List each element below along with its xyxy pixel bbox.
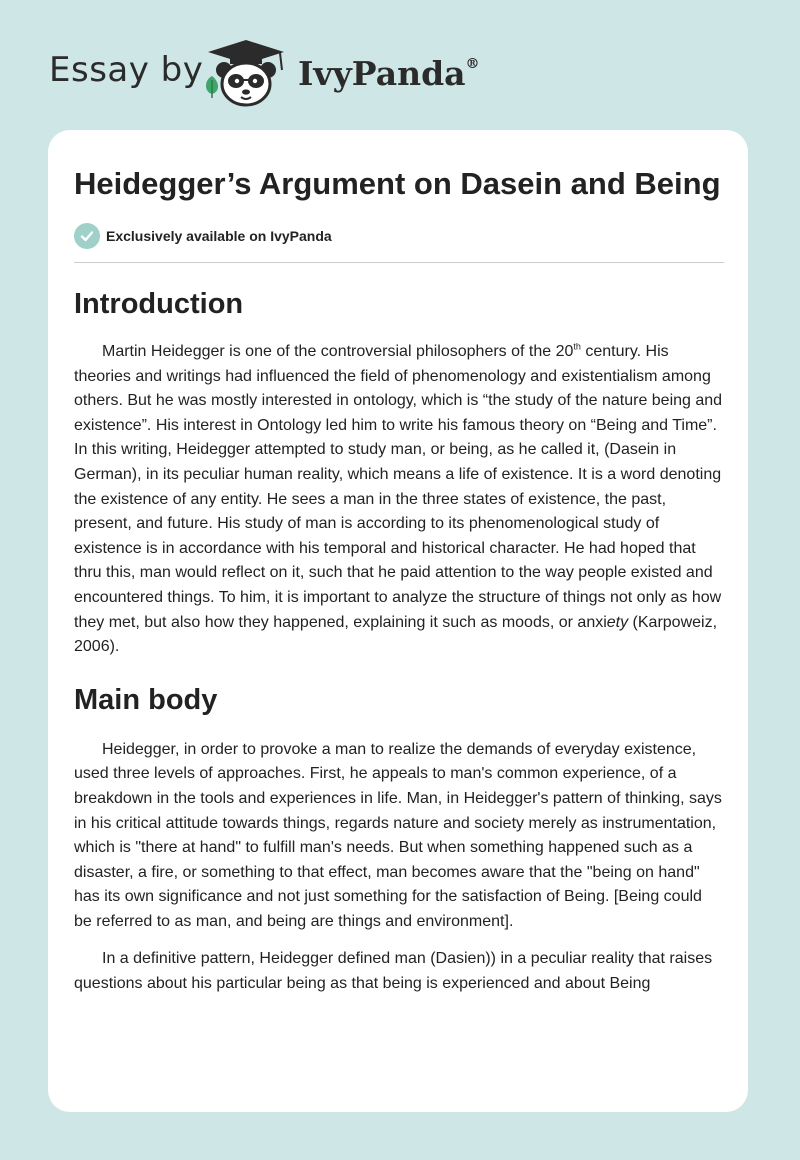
paragraph-introduction: Martin Heidegger is one of the controversial philosophers of the 20th century. His theories and writings had influenced the field of phenomenology and existentialism among others. But he was mostly interested in ontology, which is “the study of the nature being and existence”. His interest in Ontology led him to write his famous theory on “Being and Time”. In this writing, Heidegger attempted to study man, or being, as he called it, (Dasein in German), in its peculiar human reality, which means a life of existence. It is a word denoting the existence of any entity. He sees a man in the three states of existence, the past, present, and future. His study of man is according to its phenomenological study of existence is in accordance with his temporal and historical character. He had hoped that thru this, man would reflect on it, such that he paid attention to the way people existed and encountered things. To him, it is important to analyze the structure of things not only as how they met, but also how they happened, explaining it such as moods, or anxiety (Karpoweiz, 2006). [74, 341, 723, 656]
essay-by-label: Essay by [49, 50, 204, 90]
exclusive-badge [74, 223, 724, 249]
paragraph-main-body-1: Heidegger, in order to provoke a man to realize the demands of everyday existence, used three levels of approaches. First, he appeals to man's common experience, of a breakdown in the tools and experiences in life. Man, in Heidegger's pattern of thinking, says in his critical attitude towards things, regards nature and society merely as instrumentation, which is "there at hand" to fulfill man's needs. But when something happened such as a disaster, a fire, or something to that effect, man becomes aware that the "being on hand" has its own significance and not just something for the satisfaction of Being. [Being could be referred to as man, and being are things and environment]. [74, 740, 722, 930]
ivypanda-brand[interactable]: IvyPanda® [298, 54, 480, 93]
exclusive-text: Exclusively available on IvyPanda [106, 228, 332, 244]
check-icon [74, 223, 100, 249]
section-heading-introduction: Introduction [74, 288, 244, 320]
essay-card [48, 130, 748, 1112]
essay-title: Heidegger’s Argument on Dasein and Being [74, 166, 721, 201]
paragraph-main-body-2: In a definitive pattern, Heidegger defined man (Dasien)) in a peculiar reality that raises questions about his particular being as that being is experienced and about Being [74, 950, 713, 993]
panda-graduate-icon [200, 36, 292, 108]
site-header [0, 0, 800, 130]
section-heading-main-body: Main body [74, 683, 218, 716]
divider [74, 262, 724, 263]
